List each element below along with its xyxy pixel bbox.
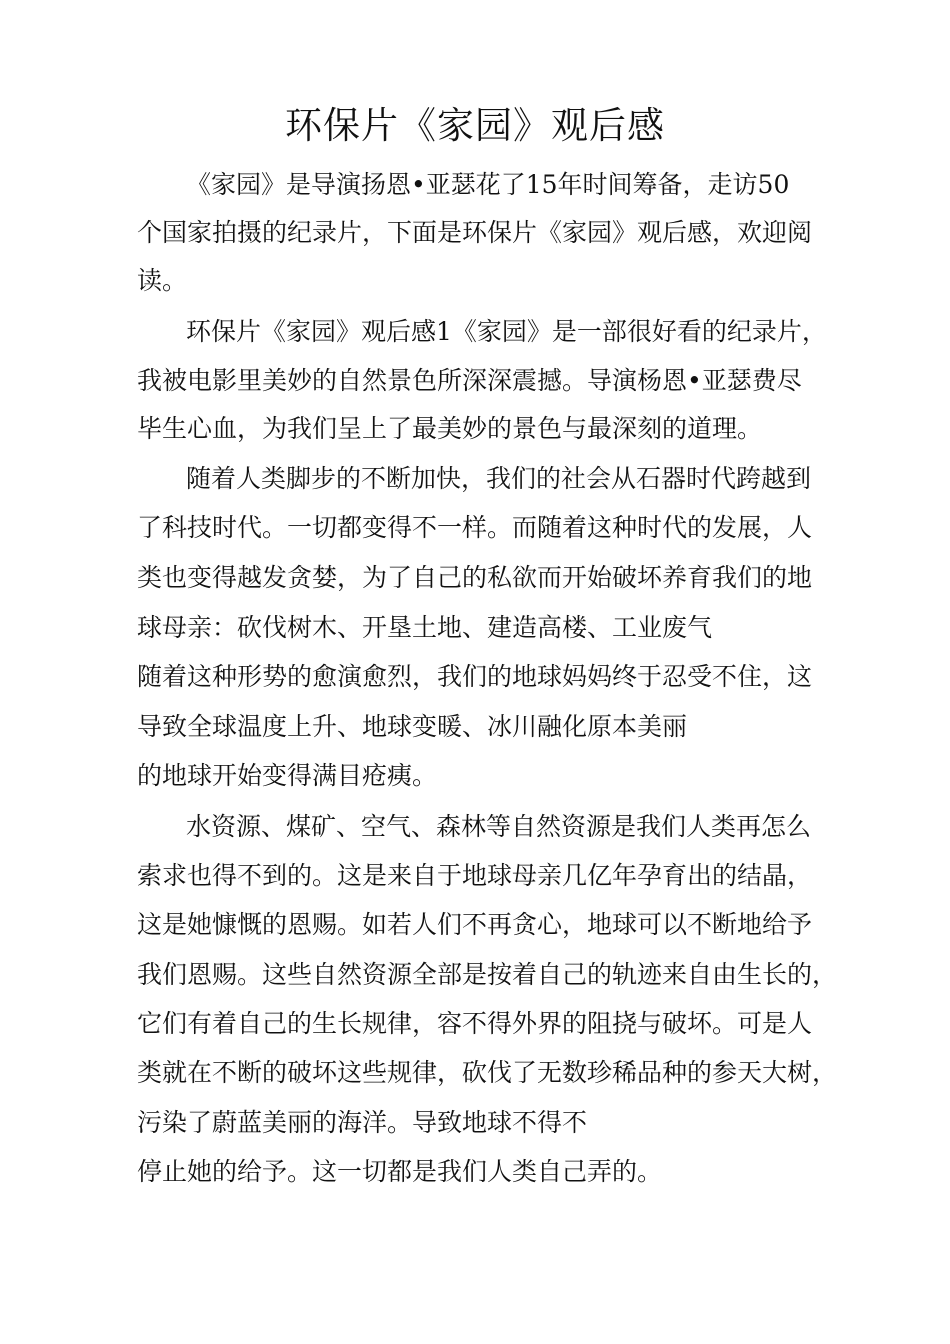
text-line: 个国家拍摄的纪录片，下面是环保片《家园》观后感，欢迎阅	[137, 218, 813, 247]
text-line: 《家园》是导演扬恩•亚瑟花了15年时间筹备，走访50	[186, 170, 790, 199]
text-line: 它们有着自己的生长规律，容不得外界的阻挠与破坏。可是人	[137, 1009, 813, 1038]
text-line: 随着这种形势的愈演愈烈，我们的地球妈妈终于忍受不住，这	[137, 662, 813, 691]
text-line: 的地球开始变得满目疮痍。	[137, 761, 438, 790]
text-line: 类就在不断的破坏这些规律，砍伐了无数珍稀品种的参天大树，	[137, 1058, 838, 1087]
text-line: 我们恩赐。这些自然资源全部是按着自己的轨迹来自由生长的，	[137, 960, 838, 989]
text-line: 索求也得不到的。这是来自于地球母亲几亿年孕育出的结晶，	[137, 861, 813, 890]
document-title: 环保片《家园》观后感	[285, 104, 665, 147]
text-line: 环保片《家园》观后感1《家园》是一部很好看的纪录片，	[186, 317, 827, 346]
text-line: 了科技时代。一切都变得不一样。而随着这种时代的发展，人	[137, 513, 813, 542]
text-line: 我被电影里美妙的自然景色所深深震撼。导演杨恩•亚瑟费尽	[137, 366, 802, 395]
text-line: 类也变得越发贪婪，为了自己的私欲而开始破坏养育我们的地	[137, 563, 813, 592]
text-line: 球母亲：砍伐树木、开垦土地、建造高楼、工业废气	[137, 613, 713, 642]
text-line: 随着人类脚步的不断加快，我们的社会从石器时代跨越到	[186, 464, 812, 493]
text-line: 读。	[137, 266, 188, 295]
text-line: 水资源、煤矿、空气、森林等自然资源是我们人类再怎么	[186, 812, 812, 841]
text-line: 导致全球温度上升、地球变暖、冰川融化原本美丽	[137, 712, 688, 741]
text-line: 停止她的给予。这一切都是我们人类自己弄的。	[137, 1157, 663, 1186]
text-line: 毕生心血，为我们呈上了最美妙的景色与最深刻的道理。	[137, 414, 763, 443]
text-line: 这是她慷慨的恩赐。如若人们不再贪心，地球可以不断地给予	[137, 910, 813, 939]
text-line: 污染了蔚蓝美丽的海洋。导致地球不得不	[137, 1108, 588, 1137]
